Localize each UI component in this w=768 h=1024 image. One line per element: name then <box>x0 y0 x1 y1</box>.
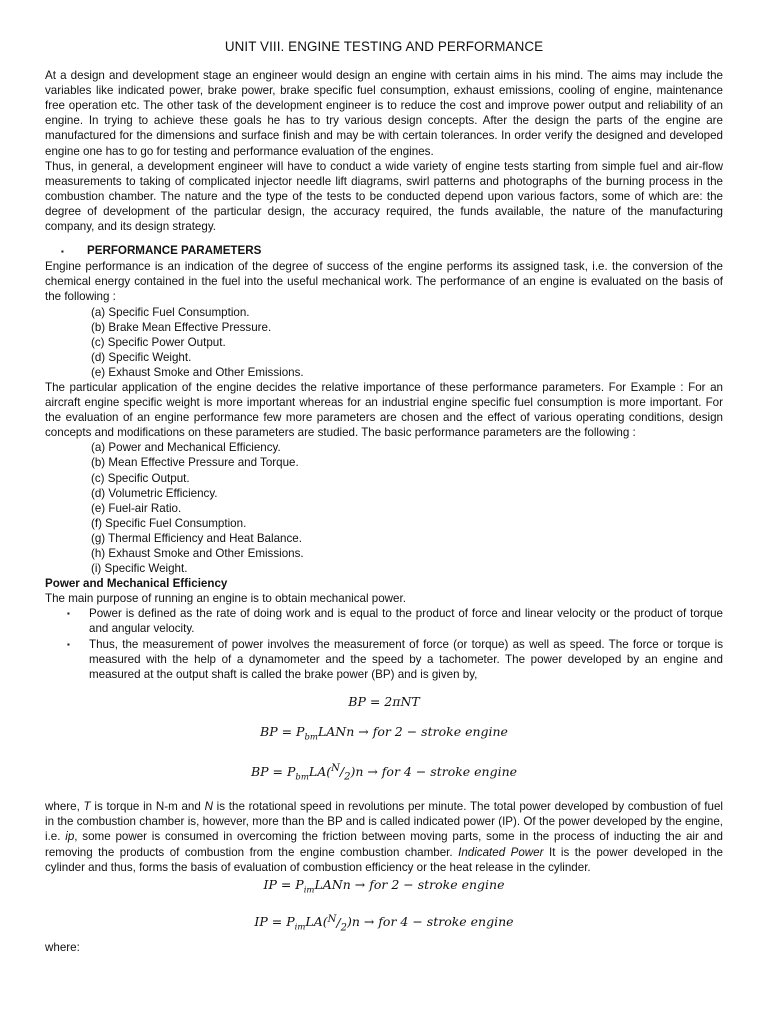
bullet-square-icon: ▪ <box>67 639 70 649</box>
intro-paragraph-2: Thus, in general, a development engineer will have to conduct a wide variety of engine tests starting from simple fuel and air-flow measurements to taking of complicated injector needle lift diagrams, swirl patterns and photographs of the burning process in the combustion chamber. The nature and the type of the tests to be conducted depend upon various factors, some of which are: the degree of development of the particular design, the accuracy required, the funds available, the nature of the manufacturing company, and its design strategy. <box>45 159 723 234</box>
list-item: (h) Exhaust Smoke and Other Emissions. <box>91 547 304 560</box>
list-item: (f) Specific Fuel Consumption. <box>91 516 247 530</box>
list-item: (d) Volumetric Efficiency. <box>91 486 218 500</box>
fraction: $^N/_2$ <box>331 762 351 783</box>
bullet-text: Thus, the measurement of power involves the measurement of force (or torque) as well as speed. The force or torque is measured with the help of a dynamometer and the speed by a tachometer. The power developed by an engine and measured at the output shaft is called the brake power (BP) and is given by, <box>89 637 723 681</box>
equation-bp-2-stroke: BP = $P_{bm}LANn$ → for 2 − stroke engine <box>260 723 508 743</box>
page-title: UNIT VIII. ENGINE TESTING AND PERFORMANCE <box>224 39 544 54</box>
intro-paragraph-1: At a design and development stage an engineer would design an engine with certain aims in his mind. The aims may include the variables like indicated power, brake power, brake specific fuel consumption, exhaust emissions, cooling of engine, maintenance free operation etc. The other task of the development engineer is to reduce the cost and improve power output and reliability of an engine. In trying to achieve these goals he has to try various design concepts. After the design the parts of the engine are manufactured for the dimensions and surface finish and may be with certain tolerances. In order verify the designed and developed engine one has to go for testing and performance evaluation of the engines. <box>45 69 723 158</box>
list-item: (c) Specific Power Output. <box>91 335 226 349</box>
list-item: (a) Specific Fuel Consumption. <box>91 305 250 319</box>
fraction: $^N/_2$ <box>327 913 347 933</box>
list-item: (g) Thermal Efficiency and Heat Balance. <box>91 531 302 545</box>
equation-ip-2-stroke: IP = $P_{im}LANn$ → for 2 − stroke engine <box>263 876 505 896</box>
equation-bp-4-stroke: BP = $P_{bm}LA(^N/_2)n$ → for 4 − stroke engine <box>250 762 518 783</box>
section1-paragraph-2: The particular application of the engine decides the relative importance of these performance parameters. For Example : For an aircraft engine specific weight is more important whereas for an industrial engine specific fuel consumption is more important. For the evaluation of an engine performance few more parameters are chosen and the effect of various operating conditions, design concepts and modifications on these parameters are studied. The basic performance parameters are the following : <box>45 380 723 440</box>
bullet-square-icon: ▪ <box>67 609 70 619</box>
list-item: (b) Mean Effective Pressure and Torque. <box>91 456 299 470</box>
bullet-item <box>45 637 723 682</box>
section2-paragraph-1: The main purpose of running an engine is to obtain mechanical power. <box>45 592 406 606</box>
equation-bp-basic: BP = 2πNT <box>348 693 420 709</box>
where-label: where: <box>45 941 80 955</box>
bullet-item <box>45 606 723 636</box>
list-item: (c) Specific Output. <box>91 471 190 485</box>
performance-list <box>45 305 723 380</box>
basic-parameters-list <box>45 440 723 576</box>
section-heading-text: PERFORMANCE PARAMETERS <box>87 244 262 258</box>
section-heading-performance-parameters <box>45 243 723 259</box>
list-item: (b) Brake Mean Effective Pressure. <box>91 320 272 334</box>
equation-ip-4-stroke: IP = $P_{im}LA(^N/_2)n$ → for 4 − stroke engine <box>254 913 514 933</box>
list-item: (d) Specific Weight. <box>91 350 192 364</box>
section-heading-power: Power and Mechanical Efficiency <box>45 577 228 591</box>
bullet-square-icon: ▪ <box>61 247 64 257</box>
section1-paragraph-1: Engine performance is an indication of the degree of success of the engine performs its assigned task, i.e. the conversion of the chemical energy contained in the fuel into the useful mechanical work. The performance of an engine is evaluated on the basis of the following : <box>45 260 723 304</box>
power-bullet-list <box>45 606 723 681</box>
bullet-text: Power is defined as the rate of doing work and is equal to the product of force and linear velocity or the product of torque and angular velocity. <box>89 607 723 636</box>
where-paragraph: where, T is torque in N-m and N is the rotational speed in revolutions per minute. The total power developed by combustion of fuel in the combustion chamber is, however, more than the BP and is called indicated power (IP). Of the power developed by the engine, i.e. ip, some power is consumed in overcoming the friction between moving parts, some in the process of inducting the air and removing the products of combustion from the engine combustion chamber. Indicated Power It is the power developed in the cylinder and thus, forms the basis of evaluation of combustion efficiency or the heat release in the cylinder. <box>45 800 723 874</box>
list-item: (e) Exhaust Smoke and Other Emissions. <box>91 365 304 379</box>
list-item: (a) Power and Mechanical Efficiency. <box>91 441 281 455</box>
list-item: (e) Fuel-air Ratio. <box>91 501 182 515</box>
list-item: (i) Specific Weight. <box>91 562 188 576</box>
